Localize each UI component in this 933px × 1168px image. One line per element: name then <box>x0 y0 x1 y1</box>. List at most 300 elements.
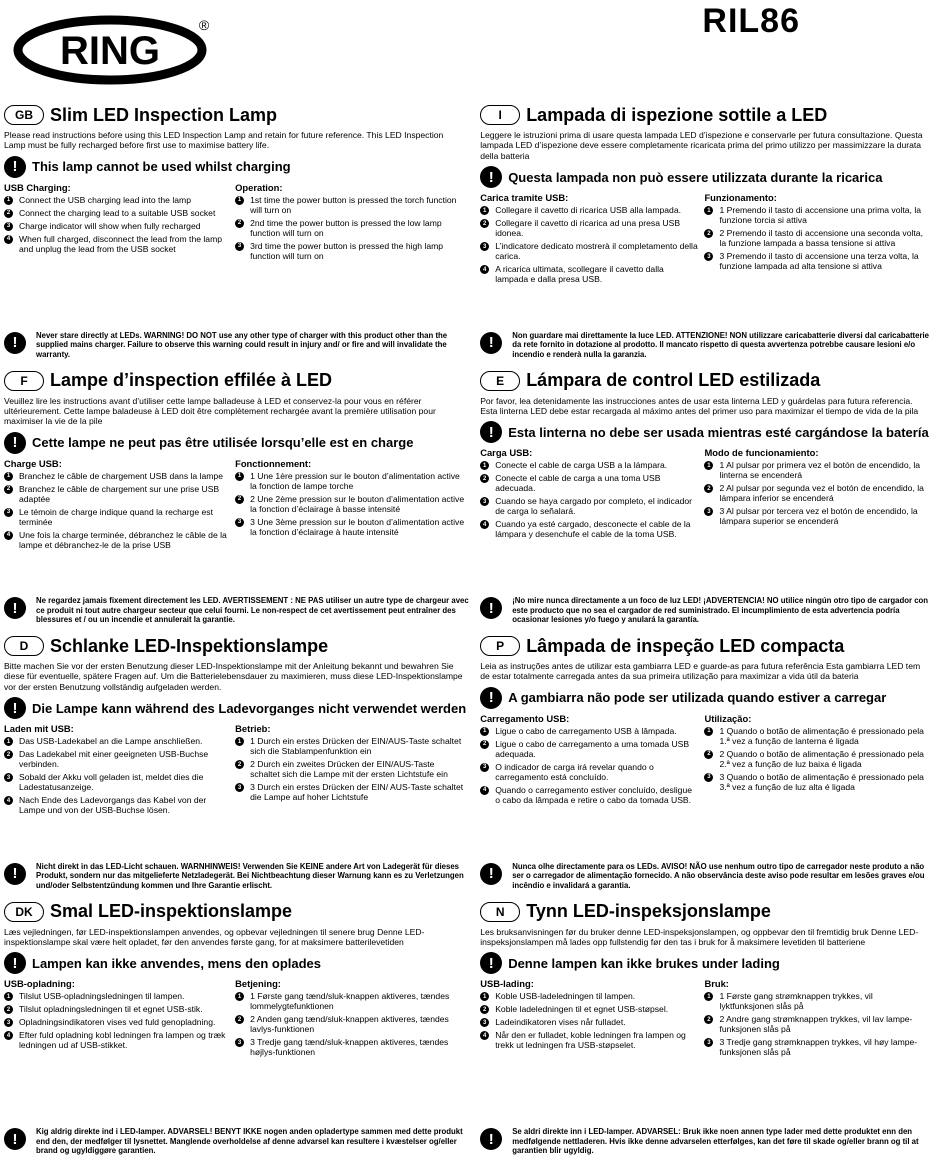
list-item <box>235 991 466 1011</box>
operation-heading: Funzionamento: <box>704 192 777 204</box>
list-item-text: 1 Al pulsar por primera vez el botón de encendido, la linterna se encenderá <box>719 460 921 481</box>
intro-text: Por favor, lea detenidamente las instrucciones antes de usar esta linterna LED y guárdelas para futura referencia. Esta linterna LED debe estar recargada al máximo antes del primer uso para maximizar el tiempo de vida de la pila <box>480 395 919 416</box>
section-title: Lámpara de control LED estilizada <box>526 370 821 390</box>
list-item <box>704 483 928 503</box>
list-item-text: Das USB-Ladekabel an die Lampe anschließen. <box>19 736 203 747</box>
language-badge: D <box>4 636 44 656</box>
charging-warning <box>480 687 929 709</box>
intro-text: Leggere le istruzioni prima di usare questa lampada LED d’ispezione e conservarle per futura consultazione. Questa lampada LED d’ispezione deve essere completamente ricaricata prima del primo utilizzo per massimizzare la durata della batteria <box>480 130 923 161</box>
instructions <box>4 723 466 818</box>
instructions <box>480 192 929 287</box>
step-number-icon: 3 <box>4 222 13 231</box>
charging-heading: USB-lading: <box>480 978 534 990</box>
section-title-row <box>480 102 929 128</box>
instructions <box>4 978 466 1060</box>
charging-heading: Carregamento USB: <box>480 712 570 724</box>
step-number-icon: 1 <box>480 992 489 1001</box>
intro-text: Læs vejledningen, før LED-inspektionslampen anvendes, og opbevar vejledningen til senere brug Denne LED-inspektionslampe skal være helt opladet, før den anvendes første gang, for at maksimere batterilevetiden <box>4 926 425 947</box>
safety-warning-text: Ne regardez jamais fixement directement les LED. AVERTISSEMENT : NE PAS utiliser un autre type de chargeur avec ce produit ni tout autre chargeur secteur que celui fourni. Le non-respect de cet avertissement peut entraîner des blessures et / ou un incendie et annulerait la garantie. <box>36 596 469 625</box>
warning-icon: ! <box>480 597 502 619</box>
language-badge: GB <box>4 105 44 125</box>
instructions <box>4 458 466 553</box>
step-number-icon: 1 <box>480 727 489 736</box>
list-item <box>704 726 928 746</box>
language-section <box>480 102 933 368</box>
warning-icon: ! <box>480 952 502 974</box>
list-item <box>4 507 229 527</box>
charging-heading: Charge USB: <box>4 457 62 469</box>
section-title-row <box>4 368 466 394</box>
warning-icon: ! <box>480 166 502 188</box>
warning-icon: ! <box>4 332 26 354</box>
step-number-icon: 4 <box>480 1031 489 1040</box>
language-badge: E <box>480 371 520 391</box>
step-number-icon: 1 <box>704 461 713 470</box>
charging-warning <box>480 166 929 188</box>
list-item-text: Connect the USB charging lead into the lamp <box>19 194 191 205</box>
list-item-text: 3 Tredje gang tænd/sluk-knappen aktiveres, tændes højlys-funktionen <box>250 1037 449 1058</box>
charging-warning-title: Lampen kan ikke anvendes, mens den oplades <box>32 955 321 971</box>
list-item <box>480 205 698 215</box>
step-number-icon: 4 <box>480 265 489 274</box>
section-title-row <box>4 633 466 659</box>
section-title-row <box>480 899 929 925</box>
warning-icon: ! <box>4 597 26 619</box>
safety-warning-text: Non guardare mai direttamente la luce LED. ATTENZIONE! NON utilizzare caricabatterie diversi dal caricabatterie da rete fornito in dotazione al prodotto. Il mancato rispetto di questa avvertenza potrebbe causare lesioni e/o incendio e renderà nulla la garanzia. <box>512 330 930 359</box>
list-item <box>4 221 229 231</box>
section-title-row <box>480 368 929 394</box>
list-item <box>235 241 466 261</box>
list-item <box>704 1014 928 1034</box>
list-item <box>4 1017 229 1027</box>
list-item-text: Koble ladeledningen til et egnet USB-støpsel. <box>495 1004 669 1015</box>
safety-warning-text: Nicht direkt in das LED-Licht schauen. WARNHINWEIS! Verwenden Sie KEINE andere Art von Ladegerät für dieses Produkt, sondern nur das mitgelieferte Netzladegerät. Bei Nichtbeachtung dieser Warnung kann es zu Verletzungen und/oder Selbstentzündung kommen und Ihre Garantie erlischt. <box>36 861 464 890</box>
list-item-text: 3 Durch ein erstes Drücken der EIN/ AUS-Taste schaltet die Lampe auf hoher Lichtstufe <box>250 782 464 803</box>
section-title: Tynn LED-inspeksjonslampe <box>526 901 771 921</box>
charging-column <box>4 723 235 818</box>
operation-column <box>235 182 466 264</box>
step-number-icon: 2 <box>235 495 244 504</box>
list-item <box>480 785 698 805</box>
step-number-icon: 2 <box>235 1015 244 1024</box>
charging-warning <box>4 156 466 178</box>
list-item <box>480 473 698 493</box>
list-item-text: 2 Anden gang tænd/sluk-knappen aktiveres, tændes lavlys-funktionen <box>250 1014 449 1035</box>
registered-mark: ® <box>198 17 210 33</box>
charging-warning-title: Die Lampe kann während des Ladevorganges nicht verwendet werden <box>32 700 467 716</box>
operation-heading: Betjening: <box>235 978 281 990</box>
list-item-text: Opladningsindikatoren vises ved fuld genopladning. <box>19 1017 216 1028</box>
list-item <box>4 484 229 504</box>
charging-warning-title: Questa lampada non può essere utilizzata durante la ricarica <box>508 169 883 185</box>
charging-heading: USB-opladning: <box>4 978 75 990</box>
list-item-text: Conecte el cable de carga a una toma USB adecuada. <box>495 473 661 494</box>
list-item <box>480 241 698 261</box>
list-item-text: 3 Quando o botão de alimentação é pressionado pela 3.ª vez a função de luz alta é ligada <box>719 771 924 792</box>
list-item-text: 3 Al pulsar por tercera vez el botón de encendido, la lámpara superior se encenderá <box>719 506 918 527</box>
list-item-text: Sobald der Akku voll geladen ist, meldet dies die Ladestatusanzeige. <box>19 772 204 793</box>
step-number-icon: 2 <box>480 474 489 483</box>
operation-heading: Modo de funcionamiento: <box>704 447 819 459</box>
list-item <box>4 736 229 746</box>
step-number-icon: 3 <box>4 773 13 782</box>
step-number-icon: 3 <box>480 497 489 506</box>
language-badge: I <box>480 105 520 125</box>
list-item <box>480 1030 698 1050</box>
section-title: Smal LED-inspektionslampe <box>50 901 293 921</box>
step-number-icon: 3 <box>704 773 713 782</box>
list-item-text: 2 Une 2ème pression sur le bouton d’alimentation active la fonction d’éclairage à basse intensité <box>250 493 465 514</box>
safety-warning <box>4 596 470 625</box>
step-number-icon: 2 <box>704 750 713 759</box>
operation-heading: Bruk: <box>704 978 729 990</box>
language-sections <box>4 102 930 1164</box>
operation-column <box>704 978 928 1060</box>
list-item-text: Når den er fulladet, koble ledningen fra lampen og trekk ut ledningen fra USB-støpselet. <box>495 1030 686 1051</box>
list-item-text: Tilslut opladningsledningen til et egnet USB-stik. <box>19 1004 203 1015</box>
step-number-icon: 1 <box>480 461 489 470</box>
operation-column <box>704 192 928 287</box>
language-badge: DK <box>4 902 44 922</box>
instructions <box>480 978 929 1060</box>
language-section <box>4 368 470 634</box>
charging-warning-title: A gambiarra não pode ser utilizada quando estiver a carregar <box>508 690 887 706</box>
list-item-text: A ricarica ultimata, scollegare il cavetto dalla lampada e dalla presa USB. <box>495 264 664 285</box>
safety-warning <box>480 862 933 891</box>
step-number-icon: 2 <box>4 209 13 218</box>
list-item-text: Ligue o cabo de carregamento USB à lâmpada. <box>495 725 677 736</box>
charging-warning-title: Cette lampe ne peut pas être utilisée lorsqu’elle est en charge <box>32 435 414 451</box>
charging-warning <box>480 952 929 974</box>
operation-column <box>704 713 928 808</box>
warning-icon: ! <box>480 421 502 443</box>
safety-warning <box>480 1127 933 1156</box>
list-item <box>4 749 229 769</box>
list-item <box>480 739 698 759</box>
language-badge: F <box>4 371 44 391</box>
list-item <box>4 234 229 254</box>
list-item-text: 2nd time the power button is pressed the low lamp function will turn on <box>250 217 442 238</box>
list-item <box>4 195 229 205</box>
instructions <box>480 713 929 808</box>
operation-column <box>235 978 466 1060</box>
step-number-icon: 4 <box>480 520 489 529</box>
step-number-icon: 1 <box>480 206 489 215</box>
list-item <box>480 726 698 736</box>
list-item-text: Ladeindikatoren vises når fulladet. <box>495 1017 626 1028</box>
list-item <box>4 1004 229 1014</box>
section-title: Lampe d’inspection effilée à LED <box>50 370 333 390</box>
charging-heading: Carga USB: <box>480 447 533 459</box>
list-item <box>235 759 466 779</box>
list-item <box>235 736 466 756</box>
step-number-icon: 3 <box>480 242 489 251</box>
charging-column <box>4 458 235 553</box>
operation-column <box>235 723 466 818</box>
step-number-icon: 2 <box>4 750 13 759</box>
list-item-text: 3 Tredje gang strømknappen trykkes, vil høy lampe-funksjonen slås på <box>719 1037 918 1058</box>
list-item-text: O indicador de carga irá revelar quando o carregamento está concluído. <box>495 761 654 782</box>
step-number-icon: 2 <box>480 1005 489 1014</box>
list-item-text: Cuando ya esté cargado, desconecte el cable de la lámpara y desenchufe el cable de la toma USB. <box>495 519 691 540</box>
section-title-row <box>4 899 466 925</box>
section-title-row <box>4 102 466 128</box>
safety-warning-text: Kig aldrig direkte ind i LED-lamper. ADVARSEL! BENYT IKKE nogen anden opladertype sammen med dette produkt end den, der medfølger til lysnettet. Manglende overholdelse af denne advarsel kan resultere i kvæstelser og/eller brand og ugyldiggøre garantien. <box>36 1127 463 1156</box>
charging-warning-title: Esta linterna no debe ser usada mientras esté cargándose la batería <box>508 424 929 440</box>
charging-column <box>4 978 235 1060</box>
step-number-icon: 2 <box>704 1015 713 1024</box>
step-number-icon: 1 <box>235 992 244 1001</box>
list-item-text: Ligue o cabo de carregamento a uma tomada USB adequada. <box>495 738 690 759</box>
list-item <box>235 1014 466 1034</box>
step-number-icon: 2 <box>235 760 244 769</box>
list-item <box>704 228 928 248</box>
list-item-text: 1 Første gang strømknappen trykkes, vil lyktfunksjonen slås på <box>719 991 873 1012</box>
list-item-text: Das Ladekabel mit einer geeigneten USB-Buchse verbinden. <box>19 749 209 770</box>
warning-icon: ! <box>4 952 26 974</box>
language-section <box>4 633 470 899</box>
list-item-text: Branchez le câble de chargement USB dans la lampe <box>19 470 223 481</box>
step-number-icon: 4 <box>4 235 13 244</box>
list-item <box>704 506 928 526</box>
list-item-text: Le témoin de charge indique quand la recharge est terminée <box>19 506 213 527</box>
charging-heading: Carica tramite USB: <box>480 192 569 204</box>
intro-text: Bitte machen Sie vor der ersten Benutzung dieser LED-Inspektionslampe mit der Anleitung bekannt und bewahren Sie diese für eventuelle, spätere Fragen auf. Um die Batterielebensdauer zu maximieren, muss diese LED-Inspektionslampe vor der ersten Benutzung vollständig aufgeladen werden. <box>4 661 463 692</box>
list-item-text: 2 Durch ein zweites Drücken der EIN/AUS-Taste schaltet sich die Lampe mit der ersten Lichtstufe ein <box>250 759 448 780</box>
list-item <box>704 460 928 480</box>
safety-warning <box>4 331 470 360</box>
list-item <box>4 991 229 1001</box>
step-number-icon: 1 <box>235 196 244 205</box>
header <box>0 0 808 100</box>
step-number-icon: 3 <box>704 1038 713 1047</box>
list-item-text: Charge indicator will show when fully recharged <box>19 220 201 231</box>
step-number-icon: 3 <box>235 518 244 527</box>
list-item <box>480 991 698 1001</box>
list-item-text: 3 Premendo il tasto di accensione una terza volta, la funzione lampada ad alta tensione si attiva <box>719 251 919 272</box>
step-number-icon: 2 <box>4 485 13 494</box>
charging-column <box>480 192 704 287</box>
list-item-text: 2 Quando o botão de alimentação é pressionado pela 2.ª vez a função de luz baixa é ligada <box>719 748 924 769</box>
step-number-icon: 1 <box>4 472 13 481</box>
list-item-text: Conecte el cable de carga USB a la lámpara. <box>495 460 668 471</box>
list-item <box>4 772 229 792</box>
list-item <box>4 795 229 815</box>
warning-icon: ! <box>4 432 26 454</box>
list-item-text: 1 Første gang tænd/sluk-knappen aktiveres, tændes lommelygtefunktionen <box>250 991 450 1012</box>
list-item <box>4 1030 229 1050</box>
step-number-icon: 2 <box>704 229 713 238</box>
charging-heading: USB Charging: <box>4 181 71 193</box>
list-item <box>704 1037 928 1057</box>
intro-text: Veuillez lire les instructions avant d’utiliser cette lampe balladeuse à LED et conservez-la pour vous en référer ultérieurement. Cette lampe baladeuse à LED doit être complètement rechargée avant la première utilisation pour maximiser la vie de la pile <box>4 395 436 427</box>
language-section <box>4 899 470 1165</box>
list-item-text: When full charged, disconnect the lead from the lamp and unplug the lead from the USB socket <box>19 233 223 254</box>
charging-warning-title: Denne lampen kan ikke brukes under lading <box>508 955 780 971</box>
list-item-text: 1st time the power button is pressed the torch function will turn on <box>250 194 457 215</box>
list-item-text: Collegare il cavetto di ricarica ad una presa USB idonea. <box>495 218 681 239</box>
step-number-icon: 1 <box>704 206 713 215</box>
section-title: Lâmpada de inspeção LED compacta <box>526 635 845 656</box>
language-badge: P <box>480 636 520 656</box>
step-number-icon: 3 <box>480 763 489 772</box>
list-item-text: 1 Durch ein erstes Drücken der EIN/AUS-Taste schaltet sich die Stablampenfunktion ein <box>250 736 462 757</box>
list-item-text: L’indicatore dedicato mostrerà il completamento della carica. <box>495 241 698 262</box>
safety-warning-text: Se aldri direkte inn i LED-lamper. ADVARSEL: Bruk ikke noen annen type lader med dette produktet enn den medfølgende nettladeren. Hvis ikke denne advarselen etterfølges, kan det føre til skade og/eller brann og til at garantien blir ugyldig. <box>512 1127 919 1156</box>
list-item-text: Quando o carregamento estiver concluído, desligue o cabo da lâmpada e retire o cabo da tomada USB. <box>495 784 693 805</box>
language-section <box>480 368 933 634</box>
list-item <box>704 749 928 769</box>
safety-warning-text: Nunca olhe directamente para os LEDs. AVISO! NÃO use nenhum outro tipo de carregador neste produto a não ser o carregador de alimentação fornecido. A não observância deste aviso pode resultar em lesões graves e/ou incêndio e invalidará a garantia. <box>512 861 925 890</box>
warning-icon: ! <box>480 332 502 354</box>
list-item-text: 2 Al pulsar por segunda vez el botón de encendido, la lámpara inferior se encenderá <box>719 483 924 504</box>
safety-warning <box>480 331 933 360</box>
list-item <box>4 208 229 218</box>
list-item <box>4 530 229 550</box>
instructions <box>4 182 466 264</box>
section-title-row <box>480 633 929 659</box>
list-item-text: Une fois la charge terminée, débranchez le câble de la lampe et débranchez-le de la prise USB <box>19 529 227 550</box>
list-item <box>480 218 698 238</box>
list-item-text: 2 Premendo il tasto di accensione una seconda volta, la funzione lampada a bassa tensione si attiva <box>719 228 923 249</box>
instructions <box>480 447 929 542</box>
step-number-icon: 1 <box>4 737 13 746</box>
list-item-text: Connect the charging lead to a suitable USB socket <box>19 207 216 218</box>
charging-warning <box>4 952 466 974</box>
list-item <box>4 471 229 481</box>
ring-logo <box>14 14 210 82</box>
step-number-icon: 1 <box>4 992 13 1001</box>
intro-text: Please read instructions before using this LED Inspection Lamp and retain for future reference. This LED Inspection Lamp must be fully recharged before first use to maximise battery life. <box>4 130 444 151</box>
language-section <box>4 102 470 368</box>
charging-warning <box>4 432 466 454</box>
step-number-icon: 3 <box>235 1038 244 1047</box>
model-number: RIL86 <box>702 2 800 40</box>
list-item <box>480 264 698 284</box>
charging-warning <box>480 421 929 443</box>
step-number-icon: 1 <box>4 196 13 205</box>
step-number-icon: 3 <box>235 783 244 792</box>
language-badge: N <box>480 902 520 922</box>
list-item-text: 1 Premendo il tasto di accensione una prima volta, la funzione torcia si attiva <box>719 205 922 226</box>
safety-warning <box>4 862 470 891</box>
list-item <box>704 772 928 792</box>
step-number-icon: 3 <box>4 508 13 517</box>
safety-warning-text: ¡No mire nunca directamente a un foco de luz LED! ¡ADVERTENCIA! NO utilice ningún otro tipo de cargador con este producto que no sea el cargador de red suministrado. El incumplimiento de esta advertencia podría ocasionar lesiones y/o fuego y anulará la garantía. <box>512 596 929 625</box>
list-item-text: Nach Ende des Ladevorgangs das Kabel von der Lampe und von der USB-Buchse lösen. <box>19 795 207 816</box>
list-item-text: 1 Quando o botão de alimentação é pressionado pela 1.ª vez a função de lanterna é ligada <box>719 725 924 746</box>
step-number-icon: 1 <box>235 472 244 481</box>
step-number-icon: 3 <box>480 1018 489 1027</box>
list-item-text: Branchez le câble de chargement sur une prise USB adaptée <box>19 483 220 504</box>
step-number-icon: 3 <box>4 1018 13 1027</box>
list-item <box>235 1037 466 1057</box>
step-number-icon: 1 <box>235 737 244 746</box>
language-section <box>480 633 933 899</box>
list-item <box>704 251 928 271</box>
list-item <box>235 782 466 802</box>
operation-heading: Utilização: <box>704 712 752 724</box>
list-item <box>480 1004 698 1014</box>
list-item <box>480 460 698 470</box>
step-number-icon: 1 <box>704 727 713 736</box>
list-item-text: 1 Une 1ère pression sur le bouton d’alimentation active la fonction de lampe torche <box>250 470 460 491</box>
list-item-text: Cuando se haya cargado por completo, el indicador de carga lo señalará. <box>495 496 693 517</box>
warning-icon: ! <box>4 863 26 885</box>
operation-column <box>704 447 928 542</box>
section-title: Lampada di ispezione sottile a LED <box>526 104 828 125</box>
intro-text: Les bruksanvisningen før du bruker denne LED-inspeksjonslampen, og oppbevar den til fremtidig bruk Denne LED-inspeksjonslampen må lades opp fullstendig før den tas i bruk for å maksimere levetiden til batteriene <box>480 926 919 947</box>
list-item <box>704 205 928 225</box>
charging-warning-title: This lamp cannot be used whilst charging <box>32 159 291 175</box>
step-number-icon: 4 <box>480 786 489 795</box>
intro-text: Leia as instruções antes de utilizar esta gambiarra LED e guarde-as para futura referência Esta gambiarra LED tem de estar totalmente carregada antes da sua primeira utilização para maximizar a vida útil da bateria <box>480 661 921 682</box>
charging-warning <box>4 697 466 719</box>
list-item <box>480 496 698 516</box>
logo-text: RING <box>60 29 160 73</box>
safety-warning-text: Never stare directly at LEDs. WARNING! DO NOT use any other type of charger with this product other than the supplied mains charger. Failure to observe this warning could result in injury and/ or fire and will invalidate the warranty. <box>36 330 448 359</box>
charging-column <box>480 713 704 808</box>
charging-heading: Laden mit USB: <box>4 723 74 735</box>
charging-column <box>4 182 235 264</box>
warning-icon: ! <box>4 697 26 719</box>
step-number-icon: 3 <box>704 252 713 261</box>
warning-icon: ! <box>480 1128 502 1150</box>
list-item-text: Collegare il cavetto di ricarica USB alla lampada. <box>495 205 681 216</box>
operation-heading: Operation: <box>235 181 283 193</box>
charging-column <box>480 447 704 542</box>
list-item <box>235 471 466 491</box>
list-item <box>480 762 698 782</box>
step-number-icon: 3 <box>235 242 244 251</box>
list-item <box>235 494 466 514</box>
step-number-icon: 3 <box>704 507 713 516</box>
list-item <box>235 195 466 215</box>
operation-heading: Betrieb: <box>235 723 271 735</box>
list-item-text: 3 Une 3ème pression sur le bouton d’alimentation active la fonction d’éclairage à haute intensité <box>250 516 465 537</box>
step-number-icon: 2 <box>4 1005 13 1014</box>
step-number-icon: 2 <box>704 484 713 493</box>
list-item-text: 2 Andre gang strømknappen trykkes, vil lav lampe-funksjonen slås på <box>719 1014 913 1035</box>
step-number-icon: 2 <box>235 219 244 228</box>
language-section <box>480 899 933 1165</box>
operation-heading: Fonctionnement: <box>235 457 312 469</box>
list-item <box>704 991 928 1011</box>
warning-icon: ! <box>480 863 502 885</box>
step-number-icon: 2 <box>480 219 489 228</box>
list-item <box>235 517 466 537</box>
list-item-text: Tilslut USB-opladningsledningen til lampen. <box>19 991 185 1002</box>
list-item-text: 3rd time the power button is pressed the high lamp function will turn on <box>250 240 444 261</box>
warning-icon: ! <box>480 687 502 709</box>
warning-icon: ! <box>4 156 26 178</box>
warning-icon: ! <box>4 1128 26 1150</box>
list-item-text: Efter fuld opladning kobl ledningen fra lampen og træk ledningen ud af USB-stikket. <box>19 1030 226 1051</box>
charging-column <box>480 978 704 1060</box>
section-title: Schlanke LED-Inspektionslampe <box>50 635 329 656</box>
list-item-text: Koble USB-ladeledningen til lampen. <box>495 991 636 1002</box>
step-number-icon: 4 <box>4 796 13 805</box>
step-number-icon: 2 <box>480 740 489 749</box>
safety-warning <box>480 596 933 625</box>
list-item <box>480 1017 698 1027</box>
list-item <box>480 519 698 539</box>
step-number-icon: 4 <box>4 1031 13 1040</box>
step-number-icon: 1 <box>704 992 713 1001</box>
operation-column <box>235 458 466 553</box>
list-item <box>235 218 466 238</box>
safety-warning <box>4 1127 470 1156</box>
